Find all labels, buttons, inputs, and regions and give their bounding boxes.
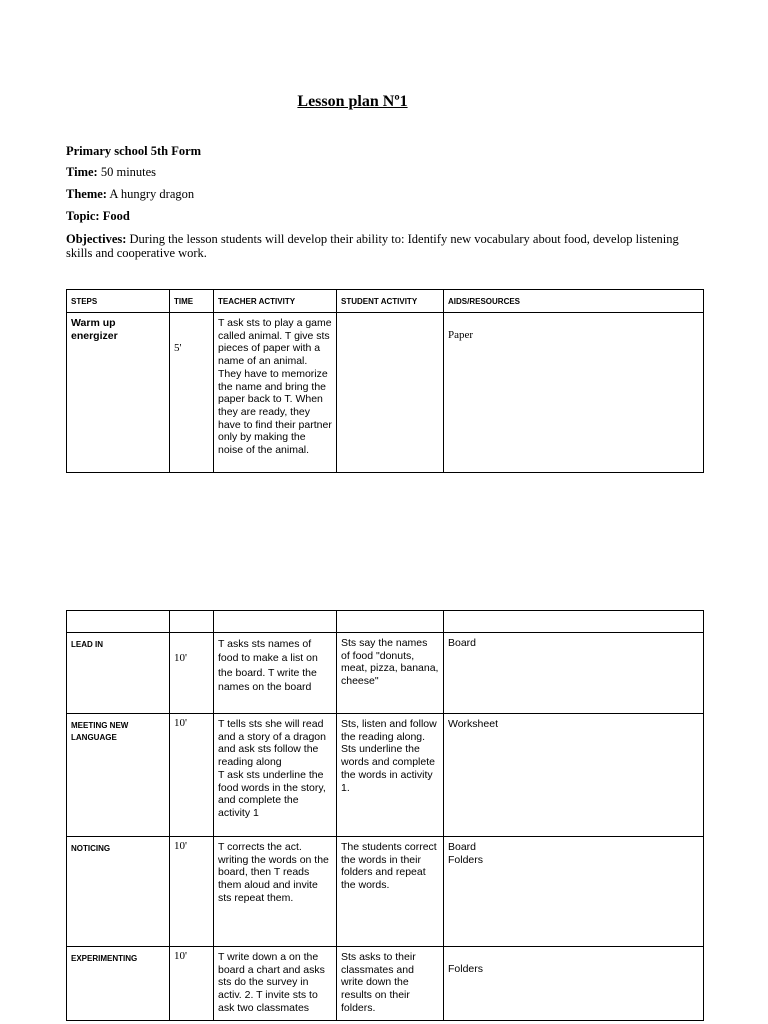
theme-line [66,187,706,201]
time-value: 50 minutes [100,165,157,179]
time-line [66,165,706,179]
student-activity-cell: The students correct the words in their folders and repeat the words. [337,837,444,947]
time-cell: 10' [170,947,214,1021]
topic-label: Topic: [66,209,100,223]
table-row [67,714,704,837]
header-aids-resources: AIDS/RESOURCES [444,290,704,313]
teacher-activity-cell: T write down a on the board a chart and asks sts do the survey in activ. 2. T invite sts to ask two classmates [214,947,337,1021]
header-student-activity: STUDENT ACTIVITY [337,290,444,313]
table-header-row [67,290,704,313]
time-cell: 10' [170,837,214,947]
topic-value: Food [102,209,130,223]
topic-line [66,209,706,223]
header-teacher-activity: TEACHER ACTIVITY [214,290,337,313]
table-row [67,313,704,473]
aids-cell: Paper [444,313,704,473]
page-title: Lesson plan Nº1 [297,93,408,110]
student-activity-cell [337,313,444,473]
aids-cell: Worksheet [444,714,704,837]
step-cell: NOTICING [67,837,170,947]
theme-label: Theme: [66,187,107,201]
student-activity-cell: Sts say the names of food "donuts, meat, pizza, banana, cheese" [337,633,444,714]
objectives-value: During the lesson students will develop their ability to: Identify new vocabulary about food, develop listening skills and cooperative work. [66,232,679,260]
lesson-table-2 [66,610,704,1021]
table-row [67,837,704,947]
empty-cell [214,611,337,633]
aids-cell: Board Folders [444,837,704,947]
teacher-activity-cell: T asks sts names of food to make a list on the board. T write the names on the board [214,633,337,714]
objectives-line [66,232,706,260]
table-row [67,947,704,1021]
step-cell: EXPERIMENTING [67,947,170,1021]
time-cell: 5' [170,313,214,473]
time-label: Time: [66,165,98,179]
time-cell: 10' [170,633,214,714]
table-row [67,633,704,714]
empty-cell [170,611,214,633]
step-cell: MEETING NEW LANGUAGE [67,714,170,837]
school-text: Primary school 5th Form [66,144,202,158]
student-activity-cell: Sts asks to their classmates and write down the results on their folders. [337,947,444,1021]
objectives-label: Objectives: [66,232,127,246]
header-time: TIME [170,290,214,313]
step-cell: LEAD IN [67,633,170,714]
student-activity-cell: Sts, listen and follow the reading along. Sts underline the words and complete the words in activity 1. [337,714,444,837]
empty-cell [337,611,444,633]
step-cell: Warm up energizer [67,313,170,473]
teacher-activity-cell: T tells sts she will read and a story of a dragon and ask sts follow the reading along T ask sts underline the food words in the story, and complete the activity 1 [214,714,337,837]
aids-cell: Board [444,633,704,714]
teacher-activity-cell: T ask sts to play a game called animal. T give sts pieces of paper with a name of an animal. They have to memorize the name and bring the paper back to T. When they are ready, they have to find their partner only by making the noise of the animal. [214,313,337,473]
lesson-table-1 [66,289,704,473]
empty-cell [444,611,704,633]
header-steps: STEPS [67,290,170,313]
empty-cell [67,611,170,633]
time-cell: 10' [170,714,214,837]
aids-cell: Folders [444,947,704,1021]
school-line [66,144,706,158]
theme-value: A hungry dragon [109,187,195,201]
teacher-activity-cell: T corrects the act. writing the words on the board, then T reads them aloud and invite sts repeat them. [214,837,337,947]
table-empty-row [67,611,704,633]
